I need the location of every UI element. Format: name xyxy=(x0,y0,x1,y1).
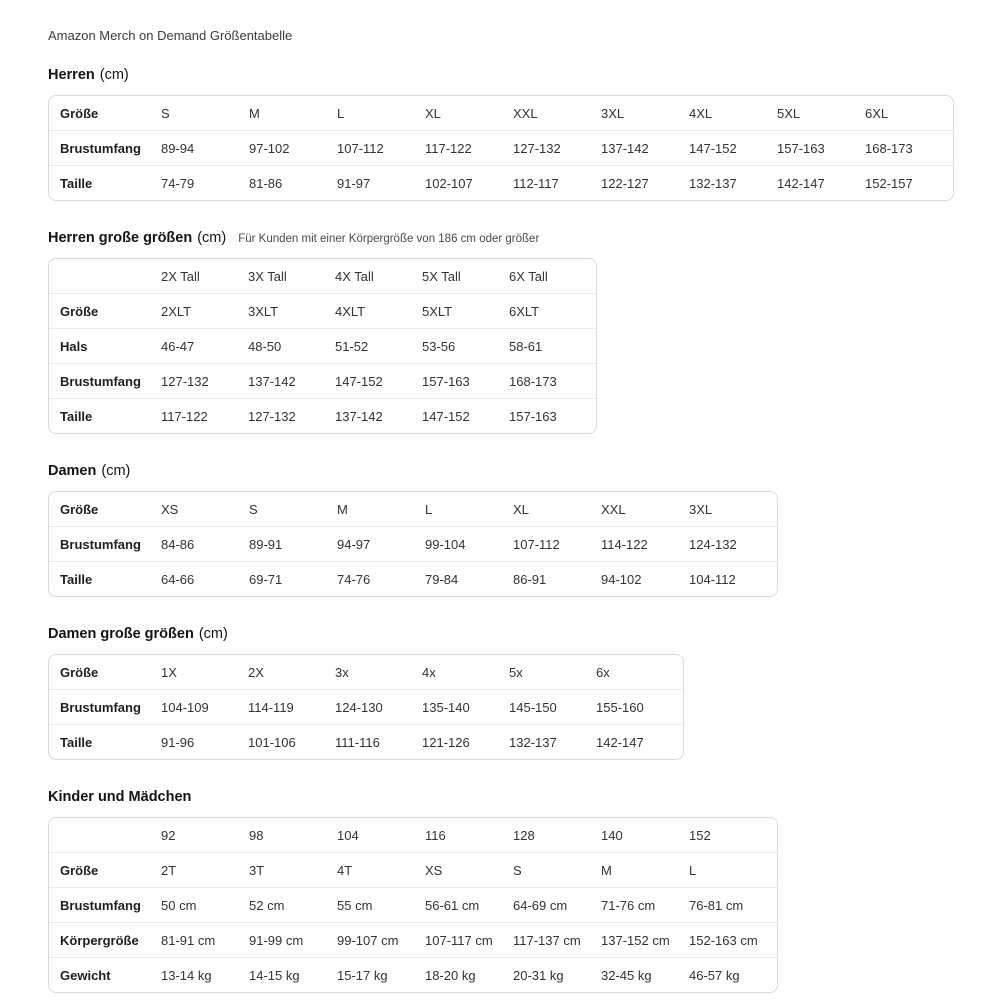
row-label: Größe xyxy=(60,862,99,878)
table-cell: 3x xyxy=(335,664,349,680)
table-cell: 157-163 xyxy=(422,373,470,389)
table-cell: 2X Tall xyxy=(161,268,200,284)
table-cell: 152-163 cm xyxy=(689,932,758,948)
table-cell: 97-102 xyxy=(249,140,290,156)
table-cell: S xyxy=(513,862,522,878)
table-cell: 6x xyxy=(596,664,610,680)
table-row xyxy=(49,724,683,759)
table-cell: 6XLT xyxy=(509,303,540,319)
table-cell: 157-163 xyxy=(777,140,825,156)
table-row xyxy=(49,655,683,689)
table-cell: 137-142 xyxy=(335,408,383,424)
table-cell: XL xyxy=(513,501,529,517)
table-row xyxy=(49,492,777,526)
table-cell: 14-15 kg xyxy=(249,967,300,983)
table-cell: 122-127 xyxy=(601,175,649,191)
table-row xyxy=(49,130,953,165)
table-cell: 3T xyxy=(249,862,265,878)
section-heading xyxy=(48,463,980,479)
section-heading xyxy=(48,626,980,642)
table-cell: 2X xyxy=(248,664,264,680)
section-unit: (cm) xyxy=(197,230,227,246)
table-cell: 15-17 kg xyxy=(337,967,388,983)
row-label: Gewicht xyxy=(60,967,111,983)
table-row xyxy=(49,526,777,561)
table-cell: XXL xyxy=(601,501,626,517)
table-cell: 124-130 xyxy=(335,699,383,715)
table-cell: 1X xyxy=(161,664,177,680)
table-cell: 102-107 xyxy=(425,175,473,191)
section-title: Herren xyxy=(48,67,95,83)
table-cell: XL xyxy=(425,105,441,121)
section-damen-grosse-groessen xyxy=(48,626,980,765)
section-damen xyxy=(48,463,980,602)
row-label: Größe xyxy=(60,303,99,319)
table-cell: 48-50 xyxy=(248,338,282,354)
table-cell: M xyxy=(601,862,612,878)
table-cell: 142-147 xyxy=(596,734,644,750)
table-cell: 142-147 xyxy=(777,175,825,191)
table-row xyxy=(49,561,777,596)
herren-table xyxy=(48,95,954,201)
table-cell: 2T xyxy=(161,862,177,878)
section-title: Herren große größen xyxy=(48,230,193,246)
table-cell: 127-132 xyxy=(513,140,561,156)
table-cell: 140 xyxy=(601,827,623,843)
table-row xyxy=(49,689,683,724)
section-kinder-und-maedchen xyxy=(48,789,980,998)
table-cell: 81-86 xyxy=(249,175,283,191)
table-cell: 3XLT xyxy=(248,303,279,319)
table-cell: 111-116 xyxy=(335,734,380,750)
table-cell: 64-69 cm xyxy=(513,897,568,913)
table-row xyxy=(49,363,596,398)
row-label: Größe xyxy=(60,105,99,121)
table-cell: 117-137 cm xyxy=(513,932,581,948)
table-cell: 13-14 kg xyxy=(161,967,212,983)
section-unit: (cm) xyxy=(198,626,228,642)
table-cell: S xyxy=(249,501,258,517)
section-title: Damen xyxy=(48,463,97,479)
table-cell: 104-112 xyxy=(689,571,736,587)
row-label: Größe xyxy=(60,664,99,680)
row-label: Taille xyxy=(60,734,93,750)
table-cell: 121-126 xyxy=(422,734,470,750)
row-label: Hals xyxy=(60,338,88,354)
table-cell: 147-152 xyxy=(335,373,383,389)
row-label: Brustumfang xyxy=(60,536,141,552)
table-cell: 84-86 xyxy=(161,536,195,552)
table-cell: 4XLT xyxy=(335,303,366,319)
row-label: Größe xyxy=(60,501,99,517)
table-cell: 86-91 xyxy=(513,571,547,587)
table-cell: 74-79 xyxy=(161,175,195,191)
table-cell: 124-132 xyxy=(689,536,737,552)
row-label: Brustumfang xyxy=(60,140,141,156)
table-row xyxy=(49,818,777,852)
table-cell: 128 xyxy=(513,827,535,843)
table-cell: 52 cm xyxy=(249,897,285,913)
section-title: Kinder und Mädchen xyxy=(48,789,192,805)
table-cell: 6X Tall xyxy=(509,268,548,284)
table-cell: 71-76 cm xyxy=(601,897,656,913)
table-cell: 79-84 xyxy=(425,571,459,587)
row-label: Brustumfang xyxy=(60,373,141,389)
table-cell: 116 xyxy=(425,827,446,843)
table-row xyxy=(49,887,777,922)
herren-grosse-groessen-table xyxy=(48,258,597,434)
table-cell: 98 xyxy=(249,827,264,843)
table-cell: 58-61 xyxy=(509,338,543,354)
table-row xyxy=(49,259,596,293)
table-cell: M xyxy=(249,105,260,121)
table-row xyxy=(49,165,953,200)
table-cell: 91-96 xyxy=(161,734,195,750)
table-row xyxy=(49,852,777,887)
table-cell: 50 cm xyxy=(161,897,197,913)
table-cell: 168-173 xyxy=(509,373,557,389)
damen-table xyxy=(48,491,778,597)
table-cell: 99-107 cm xyxy=(337,932,399,948)
table-row xyxy=(49,922,777,957)
table-cell: 3XL xyxy=(601,105,625,121)
table-row xyxy=(49,398,596,433)
table-cell: S xyxy=(161,105,170,121)
table-cell: 132-137 xyxy=(509,734,557,750)
section-heading xyxy=(48,230,980,246)
table-cell: 3X Tall xyxy=(248,268,287,284)
table-cell: 91-97 xyxy=(337,175,371,191)
section-unit: (cm) xyxy=(99,67,129,83)
table-cell: 152 xyxy=(689,827,711,843)
table-cell: 107-112 xyxy=(513,536,560,552)
row-label: Taille xyxy=(60,571,93,587)
table-cell: 132-137 xyxy=(689,175,737,191)
table-cell: 53-56 xyxy=(422,338,456,354)
section-herren-grosse-groessen xyxy=(48,230,980,439)
table-cell: 99-104 xyxy=(425,536,466,552)
section-unit: (cm) xyxy=(101,463,131,479)
table-cell: XS xyxy=(425,862,443,878)
table-cell: M xyxy=(337,501,348,517)
table-cell: 32-45 kg xyxy=(601,967,652,983)
table-cell: 107-117 cm xyxy=(425,932,493,948)
page-title: Amazon Merch on Demand Größentabelle xyxy=(48,28,293,43)
table-cell: 112-117 xyxy=(513,175,559,191)
row-label: Taille xyxy=(60,408,93,424)
row-label: Brustumfang xyxy=(60,699,141,715)
table-cell: L xyxy=(425,501,433,517)
section-heading xyxy=(48,789,980,805)
table-cell: 147-152 xyxy=(689,140,737,156)
table-cell: 5XL xyxy=(777,105,801,121)
damen-grosse-groessen-table xyxy=(48,654,684,760)
table-cell: 145-150 xyxy=(509,699,557,715)
table-row xyxy=(49,293,596,328)
table-cell: 107-112 xyxy=(337,140,384,156)
table-row xyxy=(49,328,596,363)
table-cell: 147-152 xyxy=(422,408,470,424)
row-label: Brustumfang xyxy=(60,897,141,913)
table-cell: 76-81 cm xyxy=(689,897,744,913)
table-cell: 46-47 xyxy=(161,338,195,354)
table-cell: 81-91 cm xyxy=(161,932,216,948)
table-cell: 137-152 cm xyxy=(601,932,670,948)
table-cell: 89-94 xyxy=(161,140,195,156)
table-cell: 152-157 xyxy=(865,175,913,191)
table-cell: 3XL xyxy=(689,501,713,517)
section-title: Damen große größen xyxy=(48,626,194,642)
table-cell: XXL xyxy=(513,105,538,121)
table-cell: 89-91 xyxy=(249,536,283,552)
table-cell: L xyxy=(337,105,345,121)
table-cell: 18-20 kg xyxy=(425,967,476,983)
table-cell: 155-160 xyxy=(596,699,644,715)
section-heading xyxy=(48,67,980,83)
table-cell: 157-163 xyxy=(509,408,557,424)
kinder-und-maedchen-table xyxy=(48,817,778,993)
table-cell: 168-173 xyxy=(865,140,913,156)
table-cell: 5XLT xyxy=(422,303,453,319)
table-cell: 5X Tall xyxy=(422,268,461,284)
table-cell: 101-106 xyxy=(248,734,296,750)
table-row xyxy=(49,96,953,130)
table-cell: 94-97 xyxy=(337,536,371,552)
table-cell: 114-122 xyxy=(601,536,648,552)
table-cell: L xyxy=(689,862,697,878)
table-cell: 55 cm xyxy=(337,897,373,913)
table-cell: 51-52 xyxy=(335,338,369,354)
table-cell: XS xyxy=(161,501,179,517)
table-cell: 117-122 xyxy=(425,140,472,156)
table-cell: 4x xyxy=(422,664,436,680)
section-herren xyxy=(48,67,980,206)
table-cell: 64-66 xyxy=(161,571,195,587)
table-cell: 104-109 xyxy=(161,699,209,715)
table-cell: 127-132 xyxy=(248,408,296,424)
table-cell: 56-61 cm xyxy=(425,897,480,913)
table-cell: 91-99 cm xyxy=(249,932,304,948)
table-row xyxy=(49,957,777,992)
table-cell: 4T xyxy=(337,862,353,878)
table-cell: 6XL xyxy=(865,105,889,121)
table-cell: 74-76 xyxy=(337,571,371,587)
table-cell: 4X Tall xyxy=(335,268,374,284)
table-cell: 135-140 xyxy=(422,699,470,715)
row-label: Körpergröße xyxy=(60,932,139,948)
section-note: Für Kunden mit einer Körpergröße von 186 cm oder größer xyxy=(238,233,540,245)
table-cell: 5x xyxy=(509,664,523,680)
table-cell: 117-122 xyxy=(161,408,208,424)
table-cell: 104 xyxy=(337,827,359,843)
table-cell: 114-119 xyxy=(248,699,294,715)
table-cell: 2XLT xyxy=(161,303,192,319)
table-cell: 4XL xyxy=(689,105,713,121)
row-label: Taille xyxy=(60,175,93,191)
table-cell: 94-102 xyxy=(601,571,642,587)
table-cell: 127-132 xyxy=(161,373,209,389)
table-cell: 69-71 xyxy=(249,571,283,587)
table-cell: 137-142 xyxy=(601,140,649,156)
table-cell: 46-57 kg xyxy=(689,967,740,983)
table-cell: 92 xyxy=(161,827,176,843)
table-cell: 20-31 kg xyxy=(513,967,564,983)
table-cell: 137-142 xyxy=(248,373,296,389)
